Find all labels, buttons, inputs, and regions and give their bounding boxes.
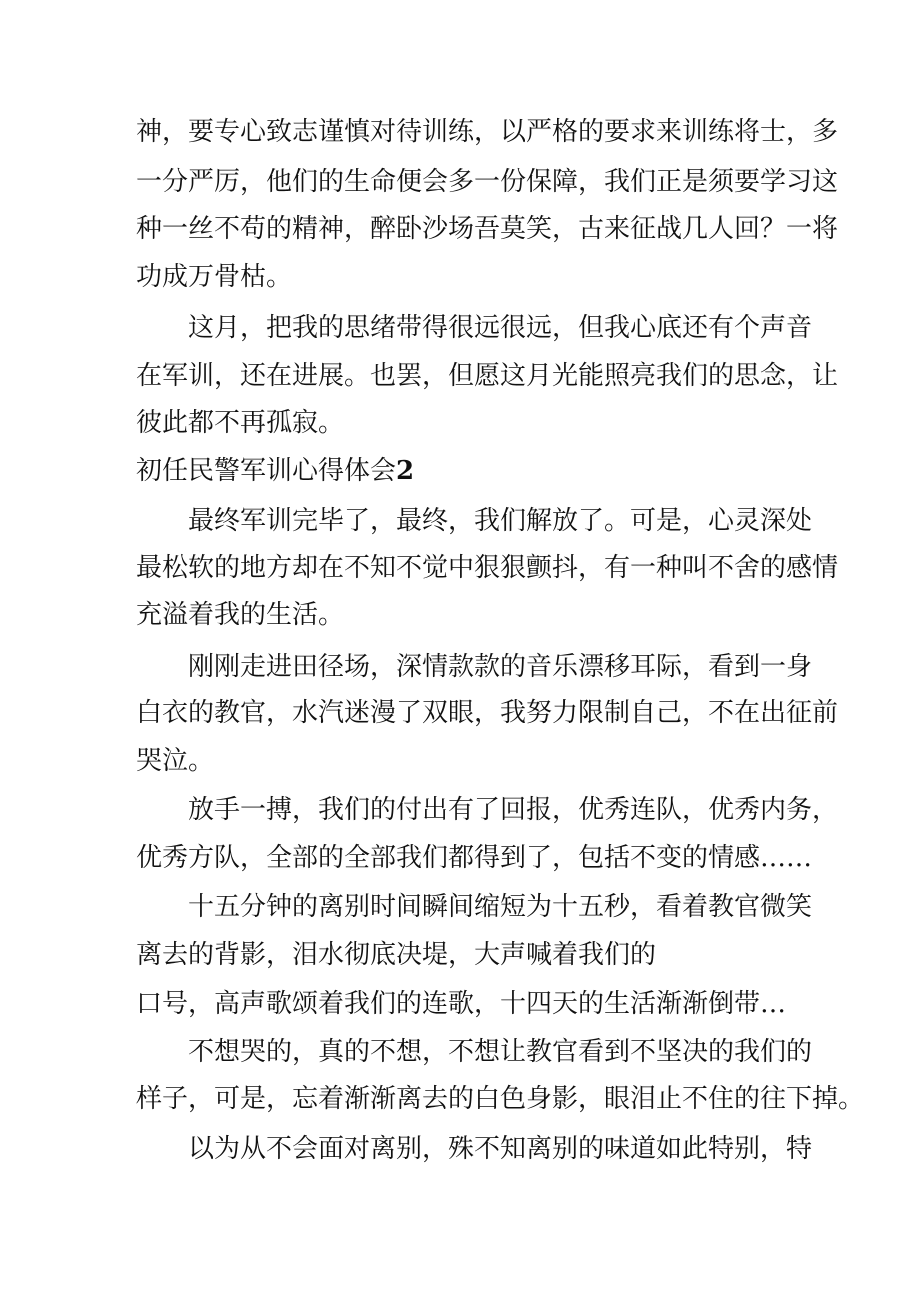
paragraph-line: 刚刚走进田径场，深情款款的音乐漂移耳际，看到一身 (188, 652, 813, 682)
paragraph-line: 放手一搏，我们的付出有了回报，优秀连队，优秀内务， (188, 795, 839, 825)
paragraph-line: 白衣的教官，水汽迷漫了双眼，我努力限制自己，不在出征前 (136, 698, 839, 728)
paragraph-line: 充溢着我的生活。 (136, 600, 345, 630)
paragraph-line: 口号，高声歌颂着我们的连歌，十四天的生活渐渐倒带… (136, 989, 787, 1019)
section-heading (136, 456, 414, 486)
paragraph-line: 最松软的地方却在不知不觉中狠狠颤抖，有一种叫不舍的感情 (136, 553, 839, 583)
paragraph-line: 离去的背影，泪水彻底决堤，大声喊着我们的 (136, 940, 657, 970)
paragraph-line: 彼此都不再孤寂。 (136, 408, 345, 438)
paragraph-line: 功成万骨枯。 (136, 262, 293, 292)
paragraph-line: 神，要专心致志谨慎对待训练，以严格的要求来训练将士，多 (136, 117, 839, 147)
paragraph-line: 种一丝不苟的精神，醉卧沙场吾莫笑，古来征战几人回？一将 (136, 214, 839, 244)
paragraph-line: 十五分钟的离别时间瞬间缩短为十五秒，看着教官微笑 (188, 892, 813, 922)
paragraph-line: 优秀方队，全部的全部我们都得到了，包括不变的情感…… (136, 843, 813, 873)
paragraph-line: 样子，可是，忘着渐渐离去的白色身影，眼泪止不住的往下掉。 (136, 1084, 865, 1114)
paragraph-line: 以为从不会面对离别，殊不知离别的味道如此特别，特 (188, 1134, 813, 1164)
paragraph-line: 这月，把我的思绪带得很远很远，但我心底还有个声音 (188, 313, 813, 343)
paragraph-line: 一分严厉，他们的生命便会多一份保障，我们正是须要学习这 (136, 167, 839, 197)
paragraph-line: 在军训，还在进展。也罢，但愿这月光能照亮我们的思念，让 (136, 361, 839, 391)
paragraph-line: 不想哭的，真的不想，不想让教官看到不坚决的我们的 (188, 1037, 813, 1067)
section-heading-number: 2 (396, 456, 415, 486)
paragraph-line: 最终军训完毕了，最终，我们解放了。可是，心灵深处 (188, 506, 813, 536)
paragraph-line: 哭泣。 (136, 746, 215, 776)
section-heading-text: 初任民警军训心得体会 (136, 456, 397, 486)
